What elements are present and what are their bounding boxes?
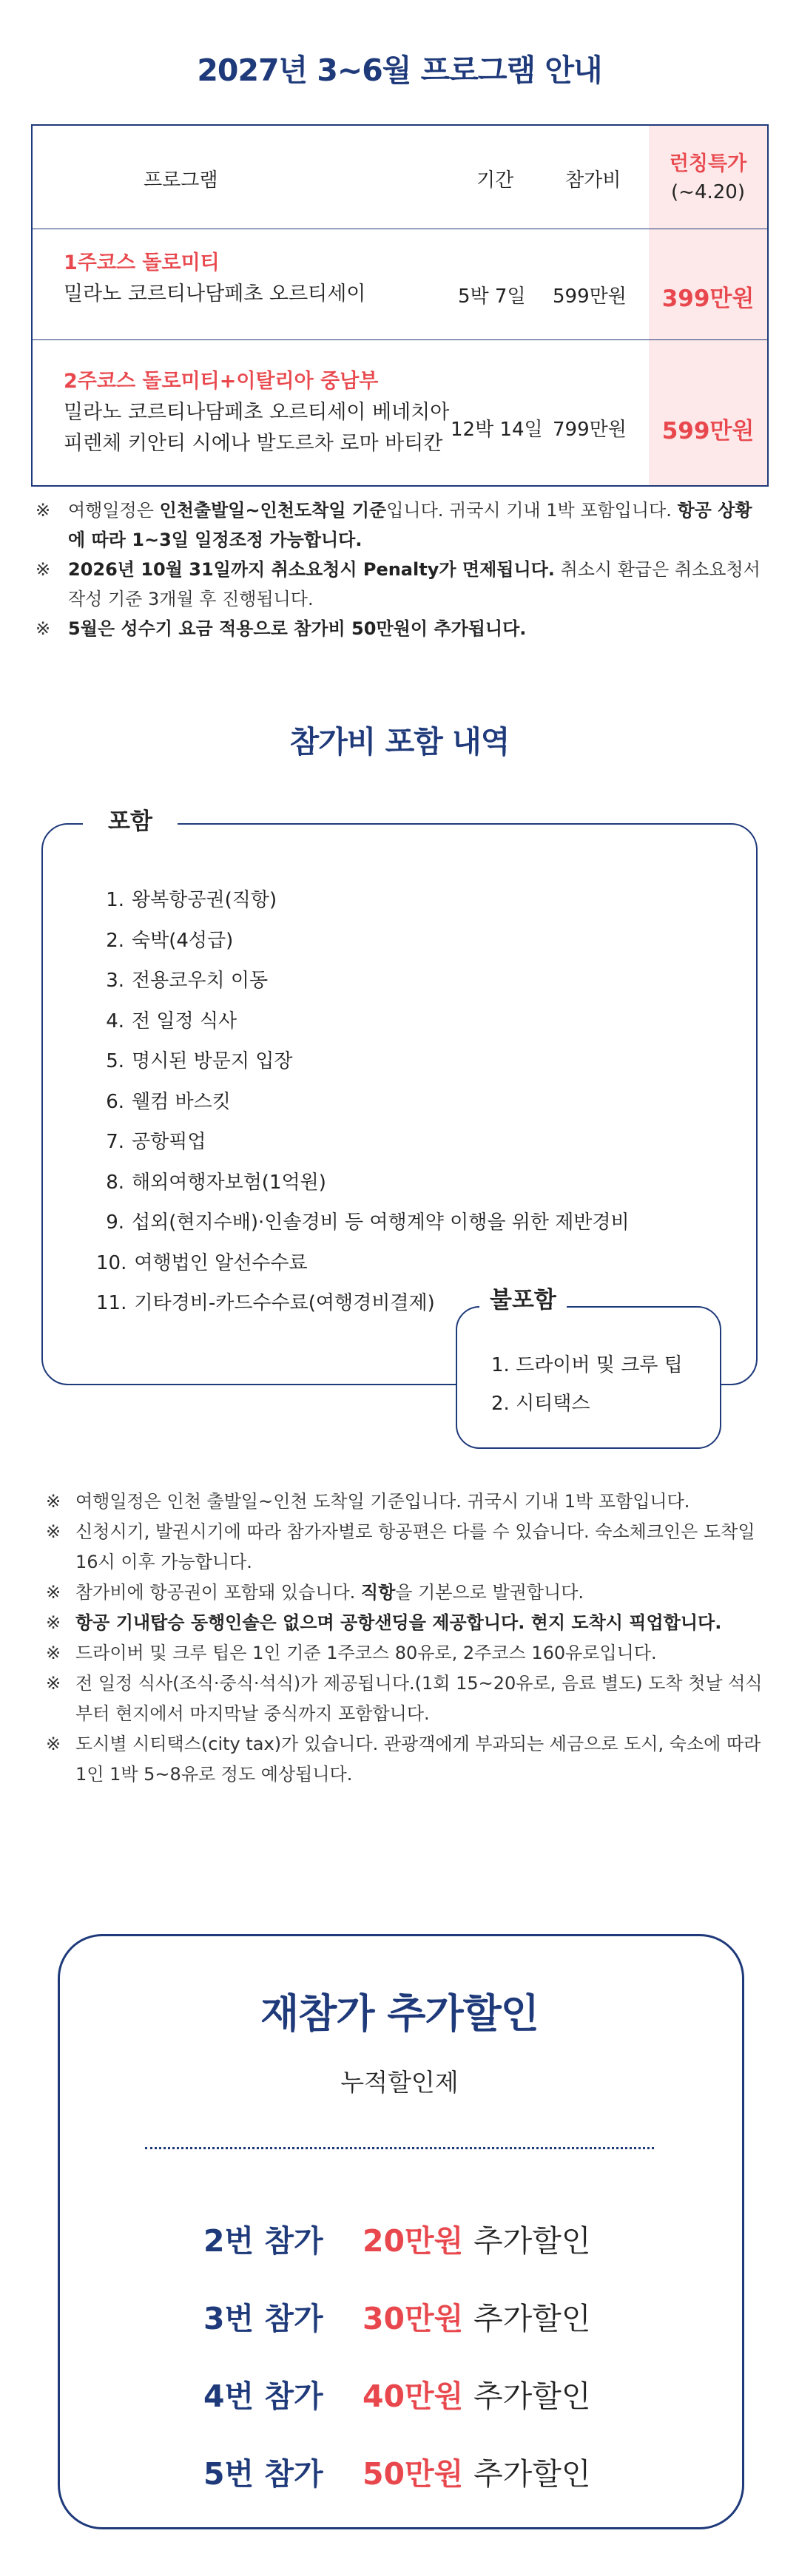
discount-label: 추가할인 — [473, 2456, 591, 2492]
note-bold: 5월은 성수기 요금 적용으로 참가비 50만원이 추가됩니다. — [68, 618, 527, 639]
note-text: 도시별 시티택스(city tax)가 있습니다. 관광객에게 부과되는 세금으로 도시, 숙소에 따라 1인 1박 5~8유로 정도 예상됩니다. — [75, 1734, 761, 1785]
note-text: 취소시 환급은 취소요청서 작성 기준 3개월 후 진행됩니다. — [68, 559, 761, 609]
list-item — [96, 1243, 630, 1284]
item-text: 전 일정 식사 — [132, 1010, 237, 1032]
discount-label: 추가할인 — [473, 2301, 591, 2336]
note-bold: 인천출발일~인천도착일 기준 — [159, 500, 387, 521]
header-program: 프로그램 — [144, 169, 218, 192]
participation-count: 3번 참가 — [203, 2301, 323, 2336]
discount-amount: 50만원 — [363, 2456, 464, 2492]
item-number: 7. — [106, 1131, 124, 1153]
discount-amount: 30만원 — [363, 2301, 464, 2336]
note-item — [46, 1578, 763, 1608]
header-fee: 참가비 — [565, 169, 621, 192]
note-mark: ※ — [46, 1582, 61, 1603]
excluded-label: 불포함 — [479, 1283, 567, 1317]
inclusion-title: 참가비 포함 내역 — [289, 724, 510, 760]
note-mark: ※ — [46, 1612, 61, 1633]
course-duration: 5박 7일 — [458, 285, 526, 308]
note-mark: ※ — [46, 1521, 61, 1542]
note-mark: ※ — [36, 500, 51, 521]
item-text: 해외여행자보험(1억원) — [132, 1171, 326, 1194]
note-item — [46, 1638, 763, 1669]
list-item — [96, 880, 630, 921]
note-mark: ※ — [46, 1734, 61, 1754]
discount-label: 추가할인 — [473, 2223, 591, 2259]
list-item — [96, 1163, 630, 1203]
list-item — [491, 1346, 683, 1385]
note-bold: 직항 — [360, 1582, 396, 1603]
discount-amount: 20만원 — [363, 2223, 464, 2259]
note-text: 을 기본으로 발권합니다. — [395, 1582, 584, 1603]
item-text: 숙박(4성급) — [132, 929, 234, 952]
course-fee: 599만원 — [553, 285, 627, 308]
excluded-list — [491, 1346, 683, 1423]
note-mark: ※ — [46, 1673, 61, 1694]
item-text: 여행법인 알선수수료 — [134, 1251, 308, 1274]
course-duration: 12박 14일 — [451, 419, 543, 441]
note-item — [36, 555, 768, 614]
program-name — [64, 248, 365, 310]
program-name — [64, 366, 449, 459]
item-text: 드라이버 및 크루 팁 — [516, 1354, 683, 1376]
program-table-header — [33, 126, 767, 229]
item-text: 왕복항공권(직항) — [132, 889, 277, 911]
note-item — [46, 1608, 763, 1638]
course-fee: 799만원 — [553, 419, 627, 441]
note-text: 신청시기, 발권시기에 따라 참가자별로 항공편은 다를 수 있습니다. 숙소체크인은 도착일 16시 이후 가능합니다. — [75, 1521, 755, 1572]
discount-row — [203, 2374, 590, 2418]
item-text: 웰컴 바스킷 — [132, 1090, 231, 1113]
note-item — [46, 1487, 763, 1517]
note-mark: ※ — [46, 1491, 61, 1512]
note-text: 입니다. 귀국시 기내 1박 포함입니다. — [386, 500, 678, 521]
participation-count: 2번 참가 — [203, 2223, 323, 2259]
discount-subtitle: 누적할인제 — [340, 2068, 459, 2097]
note-text: 전 일정 식사(조식·중식·석식)가 제공됩니다.(1회 15~20유로, 음료 별도) 도착 첫날 석식부터 현지에서 마지막날 중식까지 포함합니다. — [75, 1673, 763, 1724]
list-item — [96, 921, 630, 961]
item-text: 전용코우치 이동 — [132, 970, 269, 992]
list-item — [96, 1203, 630, 1243]
note-bold: 항공 상황에 따라 1~3일 일정조정 가능합니다. — [68, 500, 752, 550]
program-notes — [36, 496, 768, 643]
item-number: 9. — [106, 1211, 124, 1234]
list-item — [491, 1385, 683, 1423]
note-mark: ※ — [36, 559, 51, 580]
course-launch-price: 599만원 — [661, 418, 755, 444]
item-number: 4. — [106, 1010, 124, 1032]
note-text: 드라이버 및 크루 팁은 1인 기준 1주코스 80유로, 2주코스 160유로입니다. — [75, 1643, 657, 1663]
note-item — [46, 1729, 763, 1790]
list-item — [96, 1082, 630, 1123]
list-item — [96, 1122, 630, 1163]
item-text: 공항픽업 — [132, 1131, 206, 1153]
item-number: 6. — [106, 1090, 124, 1113]
participation-count: 4번 참가 — [203, 2379, 323, 2414]
item-number: 1. — [491, 1354, 510, 1376]
item-number: 5. — [106, 1050, 124, 1072]
note-mark: ※ — [46, 1643, 61, 1663]
note-item — [46, 1517, 763, 1578]
note-item — [46, 1669, 763, 1729]
item-number: 3. — [106, 970, 124, 992]
program-row-2week — [33, 340, 767, 485]
item-text: 기타경비-카드수수료(여행경비결제) — [134, 1292, 435, 1314]
course-route-line-2: 피렌체 키안티 시에나 발도르차 로마 바티칸 — [64, 432, 443, 455]
discount-row — [203, 2452, 590, 2496]
discount-row — [203, 2296, 590, 2341]
note-text: 여행일정은 인천 출발일~인천 도착일 기준입니다. 귀국시 기내 1박 포함입니다. — [75, 1491, 690, 1512]
course-route-line-1: 밀라노 코르티나담페초 오르티세이 베네치아 — [64, 401, 450, 424]
list-item — [96, 1041, 630, 1082]
discount-row — [203, 2219, 590, 2263]
note-item — [36, 496, 768, 555]
item-number: 2. — [491, 1393, 510, 1415]
header-launch-label: 런칭특가 — [669, 152, 747, 175]
included-label: 포함 — [83, 805, 178, 839]
item-text: 시티택스 — [516, 1393, 590, 1415]
item-number: 2. — [106, 929, 124, 952]
header-launch-price — [649, 150, 767, 206]
course-name: 2주코스 돌로미티+이탈리아 중남부 — [64, 370, 379, 393]
program-title: 2027년 3~6월 프로그램 안내 — [197, 53, 602, 88]
note-bold: 2026년 10월 31일까지 취소요청시 Penalty가 면제됩니다. — [68, 559, 555, 580]
participation-count: 5번 참가 — [203, 2456, 323, 2492]
note-mark: ※ — [36, 618, 51, 639]
discount-label: 추가할인 — [473, 2379, 591, 2414]
course-name: 1주코스 돌로미티 — [64, 251, 220, 274]
item-number: 10. — [96, 1251, 127, 1274]
discount-amount: 40만원 — [363, 2379, 464, 2414]
item-number: 8. — [106, 1171, 124, 1194]
list-item — [96, 961, 630, 1001]
program-table — [31, 124, 769, 487]
dotted-divider — [145, 2147, 654, 2149]
item-number: 1. — [106, 889, 124, 911]
note-bold: 항공 기내탑승 동행인솔은 없으며 공항샌딩을 제공합니다. 현지 도착시 픽업합니다. — [75, 1612, 722, 1633]
header-duration: 기간 — [476, 169, 514, 192]
program-row-1week — [33, 229, 767, 340]
list-item — [96, 1001, 630, 1042]
item-number: 11. — [96, 1292, 127, 1314]
note-item — [36, 614, 768, 643]
course-route: 밀라노 코르티나담페초 오르티세이 — [64, 283, 366, 305]
inclusion-notes — [46, 1487, 763, 1790]
note-text: 참가비에 항공권이 포함돼 있습니다. — [75, 1582, 361, 1603]
course-launch-price: 399만원 — [661, 285, 755, 312]
note-text: 여행일정은 — [68, 500, 160, 521]
item-text: 명시된 방문지 입장 — [132, 1050, 293, 1072]
item-text: 섭외(현지수배)·인솔경비 등 여행계약 이행을 위한 제반경비 — [132, 1211, 630, 1234]
header-launch-deadline: (~4.20) — [671, 181, 745, 203]
included-list — [96, 880, 630, 1324]
discount-title: 재참가 추가할인 — [260, 1990, 539, 2037]
